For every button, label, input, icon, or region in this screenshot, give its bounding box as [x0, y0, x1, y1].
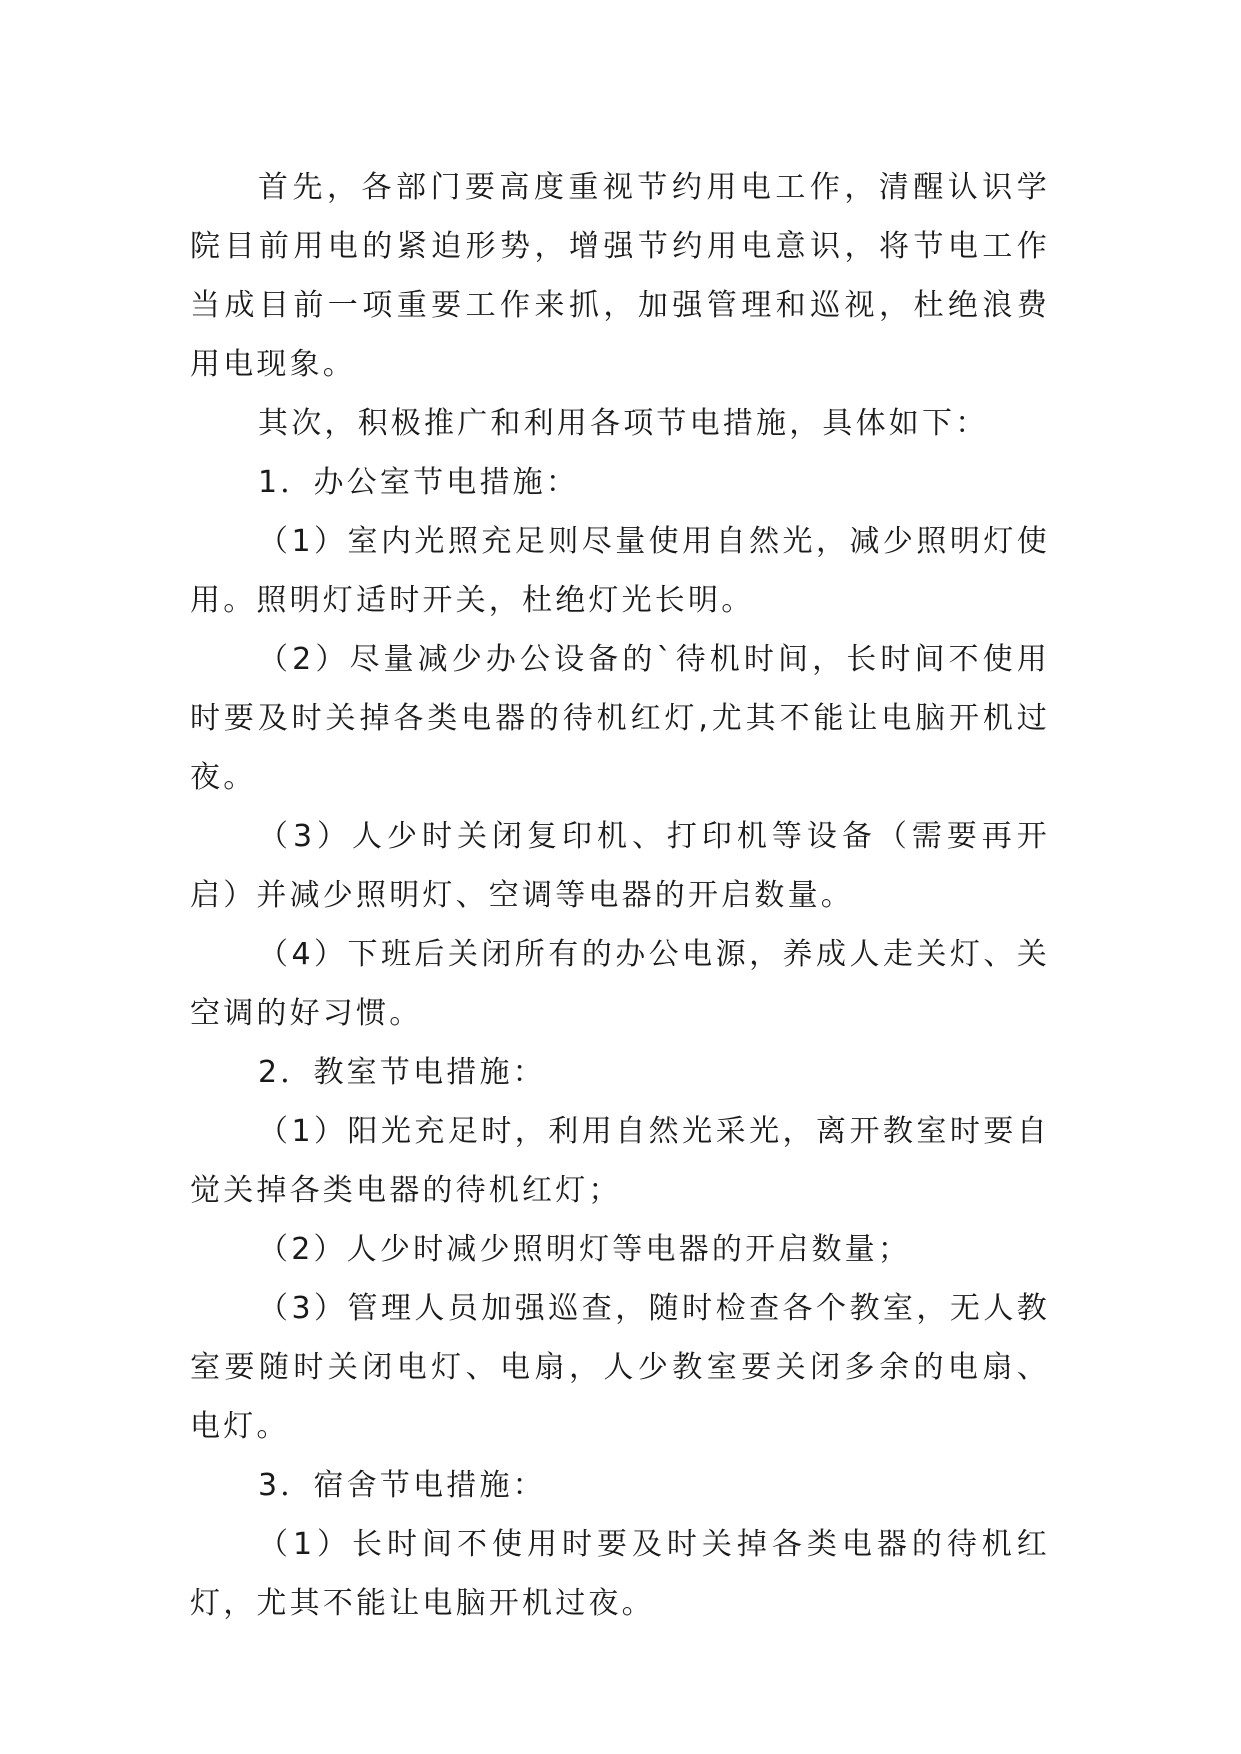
list-item-dormitory-1: （1）长时间不使用时要及时关掉各类电器的待机红灯，尤其不能让电脑开机过夜。: [190, 1527, 1050, 1621]
list-item-office-1: （1）室内光照充足则尽量使用自然光，减少照明灯使用。照明灯适时开关，杜绝灯光长明。: [190, 524, 1050, 618]
paragraph-first-point: 首先，各部门要高度重视节约用电工作，清醒认识学院目前用电的紧迫形势，增强节约用电意识，将节电工作当成目前一项重要工作来抓，加强管理和巡视，杜绝浪费用电现象。: [190, 170, 1050, 382]
section-heading-office: 1．办公室节电措施：: [258, 465, 580, 500]
section-heading-classroom: 2．教室节电措施：: [258, 1055, 546, 1090]
list-item-office-2: （2）尽量减少办公设备的`待机时间，长时间不使用时要及时关掉各类电器的待机红灯,尤其不能让电脑开机过夜。: [190, 642, 1050, 795]
list-item-office-3: （3）人少时关闭复印机、打印机等设备（需要再开启）并减少照明灯、空调等电器的开启数量。: [190, 819, 1050, 913]
section-heading-dormitory: 3．宿舍节电措施：: [258, 1468, 546, 1503]
document-body: [190, 158, 1050, 1633]
list-item-office-4: （4）下班后关闭所有的办公电源，养成人走关灯、关空调的好习惯。: [190, 937, 1050, 1031]
list-item-classroom-2: （2）人少时减少照明灯等电器的开启数量；: [258, 1232, 912, 1267]
paragraph-second-point: 其次，积极推广和利用各项节电措施，具体如下：: [258, 406, 989, 441]
list-item-classroom-1: （1）阳光充足时，利用自然光采光，离开教室时要自觉关掉各类电器的待机红灯；: [190, 1114, 1050, 1208]
list-item-classroom-3: （3）管理人员加强巡查，随时检查各个教室，无人教室要随时关闭电灯、电扇，人少教室要关闭多余的电扇、电灯。: [190, 1291, 1050, 1444]
